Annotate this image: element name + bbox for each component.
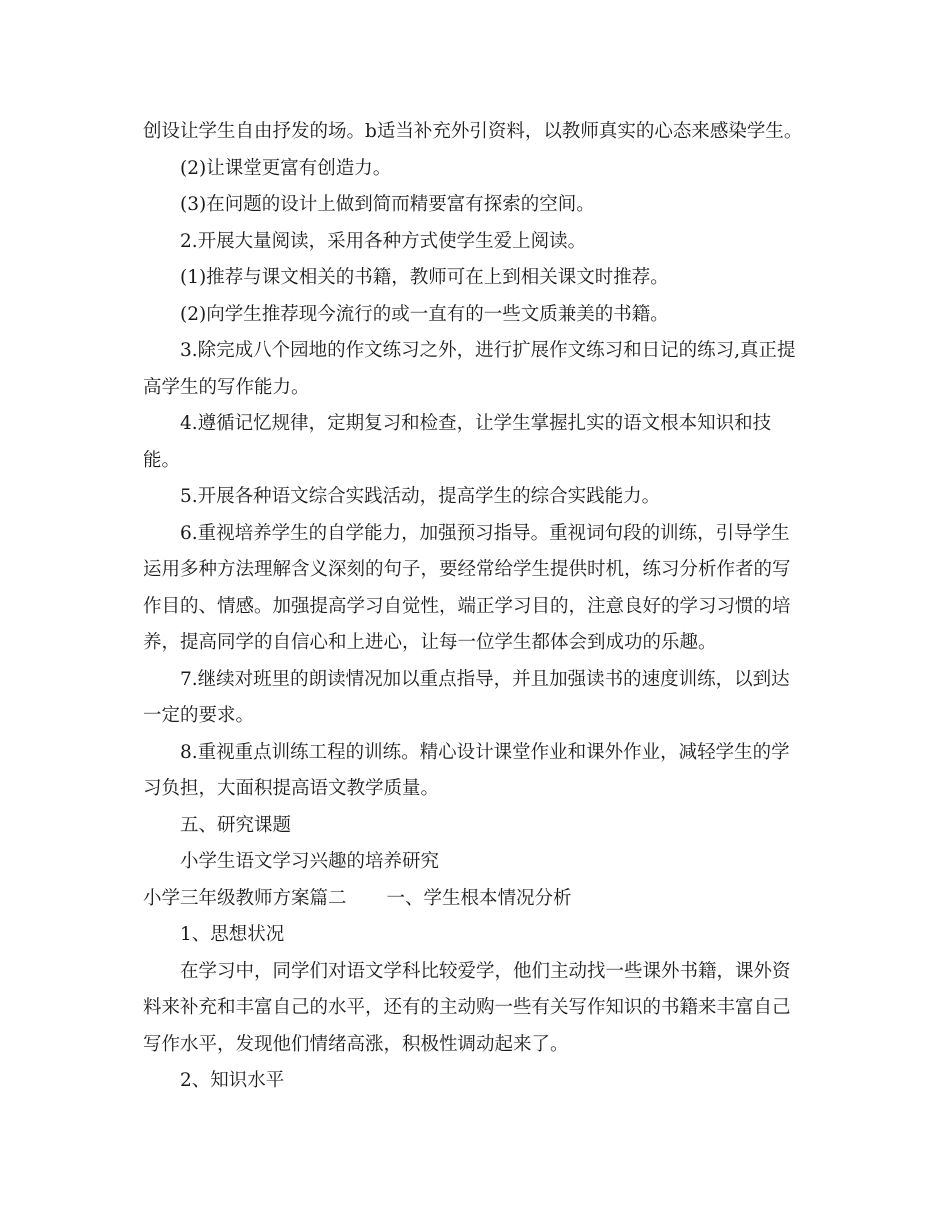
paragraph-line: 习负担，大面积提高语文教学质量。 bbox=[143, 778, 440, 799]
paragraph-line: 6.重视培养学生的自学能力，加强预习指导。重视词句段的训练，引导学生 bbox=[180, 522, 790, 544]
research-topic: 小学生语文学习兴趣的培养研究 bbox=[180, 851, 440, 872]
paragraph-line: 在学习中，同学们对语文学科比较爱学，他们主动找一些课外书籍，课外资 bbox=[180, 960, 791, 982]
paragraph-line: 创设让学生自由抒发的场。b适当补充外引资料，以教师真实的心态来感染学生。 bbox=[143, 121, 803, 142]
paragraph-line: 作目的、情感。加强提高学习自觉性，端正学习目的，注意良好的学习习惯的培 bbox=[143, 595, 791, 617]
paragraph-line: 写作水平，发现他们情绪高涨，积极性调动起来了。 bbox=[143, 1033, 569, 1055]
paragraph-line: 运用多种方法理解含义深刻的句子，要经常给学生提供时机，练习分析作者的写 bbox=[143, 559, 791, 580]
paragraph-line: 3.除完成八个园地的作文练习之外，进行扩展作文练习和日记的练习,真正提 bbox=[180, 340, 796, 361]
paragraph-line: 2.开展大量阅读，采用各种方式使学生爱上阅读。 bbox=[180, 230, 587, 252]
paragraph-line: (3)在问题的设计上做到简而精要富有探索的空间。 bbox=[180, 194, 595, 215]
paragraph-line: 8.重视重点训练工程的训练。精心设计课堂作业和课外作业，减轻学生的学 bbox=[180, 741, 790, 763]
section-heading-5: 五、研究课题 bbox=[180, 814, 292, 836]
paragraph-line: (2)让课堂更富有创造力。 bbox=[180, 157, 392, 179]
subheading-knowledge: 2、知识水平 bbox=[180, 1070, 285, 1091]
paragraph-line: 5.开展各种语文综合实践活动，提高学生的综合实践能力。 bbox=[180, 486, 661, 507]
paragraph-line: 一定的要求。 bbox=[143, 705, 255, 726]
paragraph-line: 能。 bbox=[143, 449, 181, 471]
paragraph-line: 4.遵循记忆规律，定期复习和检查，让学生掌握扎实的语文根本知识和技 bbox=[180, 413, 772, 434]
paragraph-line: 养，提高同学的自信心和上进心，让每一位学生都体会到成功的乐趣。 bbox=[143, 632, 717, 653]
section-heading bbox=[143, 881, 813, 918]
paragraph-line: (1)推荐与课文相关的书籍，教师可在上到相关课文时推荐。 bbox=[180, 267, 669, 288]
paragraph-line: 料来补充和丰富自己的水平，还有的主动购一些有关写作知识的书籍来丰富自己 bbox=[143, 997, 791, 1018]
paragraph-line: 高学生的写作能力。 bbox=[143, 376, 310, 398]
paragraph-line: 7.继续对班里的朗读情况加以重点指导，并且加强读书的速度训练，以到达 bbox=[180, 668, 790, 690]
paragraph-line: (2)向学生推荐现今流行的或一直有的一些文质兼美的书籍。 bbox=[180, 303, 669, 325]
section-title: 小学三年级教师方案篇二 bbox=[143, 887, 347, 909]
subheading-thinking: 1、思想状况 bbox=[180, 924, 285, 945]
document-body bbox=[143, 114, 813, 1100]
section-subtitle: 一、学生根本情况分析 bbox=[386, 887, 572, 909]
